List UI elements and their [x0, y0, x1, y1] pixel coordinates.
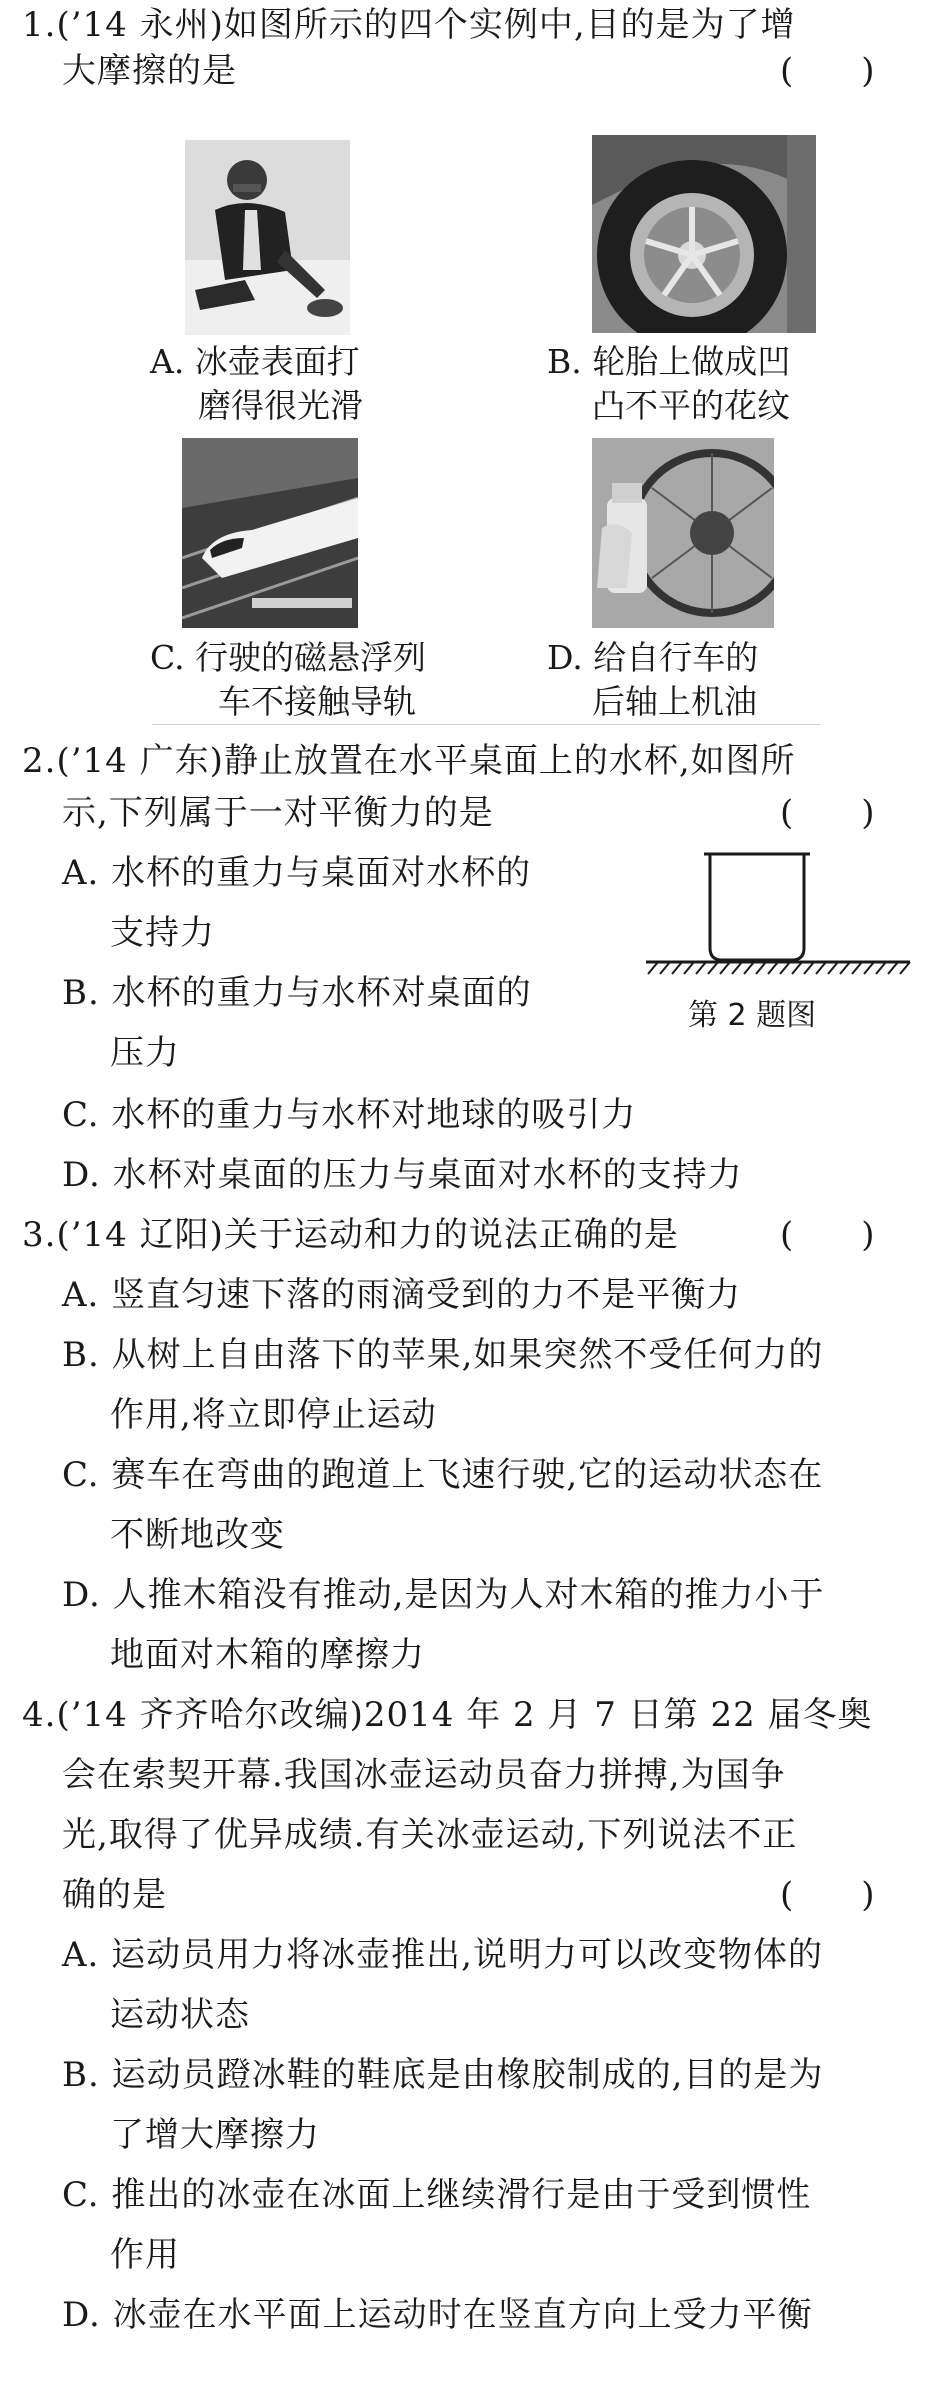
q2-stem-line1: 2.(’14 广东)静止放置在水平桌面上的水杯,如图所 [22, 741, 796, 781]
q2-answer-paren: ( ) [780, 793, 875, 833]
q1-option-b-line1: B. 轮胎上做成凹 [547, 342, 791, 381]
q1-option-c-line1: C. 行驶的磁悬浮列 [150, 638, 427, 677]
q2-option-a-line2: 支持力 [110, 913, 215, 953]
q4-stem-line1: 4.(’14 齐齐哈尔改编)2014 年 2 月 7 日第 22 届冬奥 [22, 1695, 873, 1735]
bicycle-axle-photo [592, 438, 774, 628]
q4-option-b-line2: 了增大摩擦力 [110, 2115, 320, 2155]
q3-option-c-line2: 不断地改变 [110, 1515, 285, 1555]
q2-option-a-line1: A. 水杯的重力与桌面对水杯的 [62, 853, 532, 893]
q3-option-a: A. 竖直匀速下落的雨滴受到的力不是平衡力 [62, 1275, 742, 1315]
maglev-train-photo [182, 438, 358, 628]
q3-option-b-line1: B. 从树上自由落下的苹果,如果突然不受任何力的 [62, 1335, 824, 1375]
q4-stem-line4: 确的是 [62, 1875, 167, 1915]
q1-option-c-line2: 车不接触导轨 [218, 682, 416, 721]
q1-option-d-line2: 后轴上机油 [592, 682, 757, 721]
q4-option-b-line1: B. 运动员蹬冰鞋的鞋底是由橡胶制成的,目的是为 [62, 2055, 824, 2095]
curling-photo [185, 140, 350, 335]
q2-stem-line2: 示,下列属于一对平衡力的是 [62, 793, 494, 833]
q4-stem-line3: 光,取得了优异成绩.有关冰壶运动,下列说法不正 [62, 1815, 798, 1855]
q2-option-b-line2: 压力 [110, 1033, 180, 1073]
q4-option-a-line1: A. 运动员用力将冰壶推出,说明力可以改变物体的 [62, 1935, 823, 1975]
q4-answer-paren: ( ) [780, 1875, 875, 1915]
q4-option-c-line1: C. 推出的冰壶在冰面上继续滑行是由于受到惯性 [62, 2175, 812, 2215]
q2-figure-label: 第 2 题图 [688, 998, 817, 1033]
q2-option-b-line1: B. 水杯的重力与水杯对桌面的 [62, 973, 532, 1013]
q1-option-b-line2: 凸不平的花纹 [592, 386, 790, 425]
q4-option-c-line2: 作用 [110, 2235, 180, 2275]
q3-answer-paren: ( ) [780, 1215, 875, 1255]
q4-option-d: D. 冰壶在水平面上运动时在竖直方向上受力平衡 [62, 2295, 813, 2335]
q3-option-b-line2: 作用,将立即停止运动 [110, 1395, 437, 1435]
curling-photo-graphic [185, 140, 350, 335]
q2-option-c: C. 水杯的重力与水杯对地球的吸引力 [62, 1095, 637, 1135]
q1-stem-line2: 大摩擦的是 [62, 51, 237, 91]
tire-photo [592, 135, 816, 333]
tire-photo-graphic [592, 135, 816, 333]
q1-stem-line1: 1.(’14 永州)如图所示的四个实例中,目的是为了增 [22, 5, 796, 45]
q4-option-a-line2: 运动状态 [110, 1995, 250, 2035]
q1-option-a-line1: A. 冰壶表面打 [150, 342, 360, 381]
q2-option-d: D. 水杯对桌面的压力与桌面对水杯的支持力 [62, 1155, 743, 1195]
q1-answer-paren: ( ) [780, 51, 875, 91]
q3-option-d-line1: D. 人推木箱没有推动,是因为人对木箱的推力小于 [62, 1575, 825, 1615]
q3-option-c-line1: C. 赛车在弯曲的跑道上飞速行驶,它的运动状态在 [62, 1455, 824, 1495]
q1-option-a-line2: 磨得很光滑 [198, 386, 363, 425]
q1-option-d-line1: D. 给自行车的 [547, 638, 759, 677]
q3-option-d-line2: 地面对木箱的摩擦力 [110, 1635, 425, 1675]
q1-figure-bottom-rule [152, 724, 820, 725]
bicycle-axle-graphic [592, 438, 774, 628]
maglev-train-graphic [182, 438, 358, 628]
q4-stem-line2: 会在索契开幕.我国冰壶运动员奋力拼搏,为国争 [62, 1755, 786, 1795]
cup-on-table-figure [640, 848, 920, 1008]
q3-stem: 3.(’14 辽阳)关于运动和力的说法正确的是 [22, 1215, 679, 1255]
